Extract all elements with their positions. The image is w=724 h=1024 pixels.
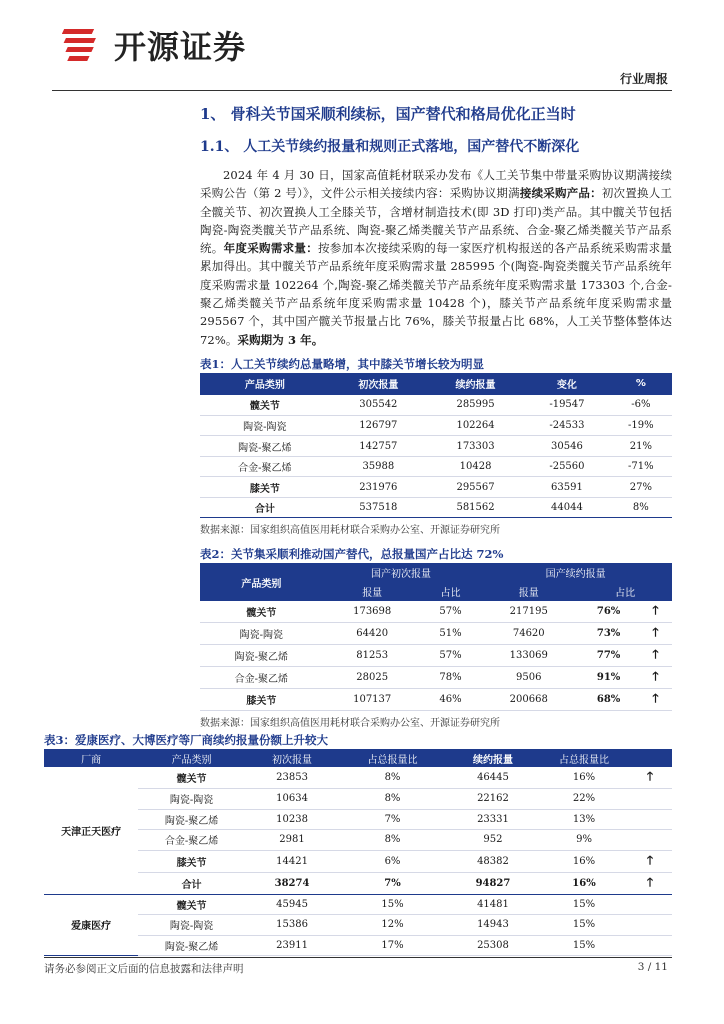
- section-title: 1、 骨科关节国采顺利续标，国产替代和格局优化正当时: [200, 105, 576, 123]
- table2-cell-q2: 133069: [479, 645, 578, 667]
- header-divider: [52, 90, 672, 91]
- table3-cell-p2: 16%: [540, 850, 628, 872]
- table3-cell-q1: 15386: [245, 915, 339, 936]
- table1-title: 表1：人工关节续约总量略增，其中膝关节增长较为明显: [200, 356, 484, 371]
- vendor-name: 爱康医疗: [44, 894, 138, 956]
- table3-cell-p2: 22%: [540, 789, 628, 810]
- company-logo: [62, 22, 246, 68]
- up-arrow-icon: [628, 830, 672, 851]
- table3-header-cell: 厂商: [44, 749, 138, 767]
- up-arrow-icon: [628, 915, 672, 936]
- table2-cell-cat: 膝关节: [200, 689, 323, 711]
- table2-cell-p1: 57%: [422, 645, 480, 667]
- table3-cell-q2: 23331: [446, 809, 540, 830]
- table2-header-first: 国产初次报量: [323, 563, 480, 582]
- table2-cell-q2: 217195: [479, 601, 578, 623]
- table-row: [200, 395, 672, 416]
- table1-cell-change: 63591: [524, 477, 610, 498]
- table3-cell-p1: 17%: [339, 935, 446, 956]
- table3-cell-p2: 9%: [540, 830, 628, 851]
- table2-cell-p2: 77%: [578, 645, 639, 667]
- table1-header-cell: 产品类别: [200, 373, 330, 395]
- table1: [200, 373, 672, 519]
- table2-subheader-cell: 报量: [323, 582, 422, 601]
- up-arrow-icon: 🡑: [639, 601, 672, 623]
- table1-cell-pct: -19%: [610, 415, 672, 436]
- subsection-title: 1.1、 人工关节续约报量和规则正式落地，国产替代不断深化: [200, 139, 580, 155]
- table-row: [44, 830, 672, 851]
- up-arrow-icon: 🡑: [639, 645, 672, 667]
- table1-cell-change: 30546: [524, 436, 610, 457]
- table-row: [44, 850, 672, 872]
- table1-cell-cat: 陶瓷-聚乙烯: [200, 436, 330, 457]
- table1-cell-pct: 8%: [610, 497, 672, 518]
- table1-cell-pct: -71%: [610, 456, 672, 477]
- up-arrow-icon: 🡑: [639, 623, 672, 645]
- table3: [44, 749, 672, 956]
- table-row: [44, 809, 672, 830]
- table3-cell-cat: 陶瓷-陶瓷: [138, 789, 245, 810]
- table3-cell-q1: 14421: [245, 850, 339, 872]
- table3-cell-cat: 陶瓷-聚乙烯: [138, 809, 245, 830]
- up-arrow-icon: 🡑: [628, 850, 672, 872]
- table3-cell-p1: 8%: [339, 789, 446, 810]
- page-header: [0, 0, 724, 86]
- table3-cell-p2: 16%: [540, 767, 628, 789]
- table2-cell-p1: 51%: [422, 623, 480, 645]
- table2-header-renew: 国产续约报量: [479, 563, 672, 582]
- up-arrow-icon: 🡑: [628, 767, 672, 789]
- up-arrow-icon: 🡑: [639, 689, 672, 711]
- table-row: [44, 789, 672, 810]
- table3-section: [44, 731, 672, 956]
- table1-cell-renew: 285995: [427, 395, 524, 416]
- table2: [200, 563, 672, 711]
- table3-cell-q2: 41481: [446, 894, 540, 915]
- table3-cell-cat: 合金-聚乙烯: [138, 830, 245, 851]
- up-arrow-icon: [628, 894, 672, 915]
- table1-cell-first: 305542: [330, 395, 427, 416]
- table1-cell-change: 44044: [524, 497, 610, 518]
- table2-subheader-cell: 报量: [479, 582, 578, 601]
- table2-cell-q1: 64420: [323, 623, 422, 645]
- table3-cell-q1: 45945: [245, 894, 339, 915]
- table3-header-cell: 续约报量: [446, 749, 540, 767]
- table3-cell-p2: 16%: [540, 872, 628, 894]
- table3-title: 表3：爱康医疗、大博医疗等厂商续约报量份额上升较大: [44, 733, 328, 747]
- table2-source: 数据来源：国家组织高值医用耗材联合采购办公室、开源证券研究所: [200, 718, 500, 730]
- body-paragraph: 2024 年 4 月 30 日，国家高值耗材联采办发布《人工关节集中带量采购协议期满接续采购公告（第 2 号）》，文件公示相关接续内容：采购协议期满接续采购产品：初次置换人工全髋关节、初次置换人工全膝关节，含增材制造技术(即 3D 打印)类产品。其中髋关节包括陶瓷-陶瓷类髋关节产品系统、陶瓷-聚乙烯类髋关节产品系统、合金-聚乙烯类髋关节产品系统。年度采购需求量：按参加本次接续采购的每一家医疗机构报送的各产品系统采购需求量累加得出。其中髋关节产品系统年度采购需求量 285995 个(陶瓷-陶瓷类髋关节产品系统年度采购需求量 102264 个,陶瓷-聚乙烯类髋关节产品系统年度采购需求量 173303 个,合金-聚乙烯类髋关节产品系统年度采购需求量 10428 个)，膝关节产品系统年度采购需求量 295567 个，其中国产髋关节报量占比 76%，膝关节报量占比 68%，人工关节整体整体达 72%。采购期为 3 年。: [200, 168, 672, 347]
- table3-cell-cat: 髋关节: [138, 767, 245, 789]
- table3-header-cell: 产品类别: [138, 749, 245, 767]
- up-arrow-icon: [628, 935, 672, 956]
- table3-header-cell: 占总报量比: [540, 749, 628, 767]
- page-number: 3 / 11: [637, 961, 668, 973]
- table2-cell-p1: 57%: [422, 601, 480, 623]
- table1-cell-cat: 合金-聚乙烯: [200, 456, 330, 477]
- table2-subheader-cell: 占比: [578, 582, 672, 601]
- table2-cell-q1: 28025: [323, 667, 422, 689]
- table1-header-cell: 初次报量: [330, 373, 427, 395]
- table3-cell-p1: 8%: [339, 767, 446, 789]
- report-type-label: 行业周报: [619, 72, 668, 86]
- up-arrow-icon: [628, 809, 672, 830]
- table3-cell-q1: 23853: [245, 767, 339, 789]
- table1-cell-cat: 膝关节: [200, 477, 330, 498]
- table-row: [44, 872, 672, 894]
- table2-cell-cat: 陶瓷-陶瓷: [200, 623, 323, 645]
- table-row: [200, 456, 672, 477]
- table3-cell-q2: 46445: [446, 767, 540, 789]
- table2-cell-q1: 107137: [323, 689, 422, 711]
- table3-cell-p2: 13%: [540, 809, 628, 830]
- table-row: [44, 935, 672, 956]
- table3-cell-q2: 48382: [446, 850, 540, 872]
- table-row: [44, 915, 672, 936]
- table2-title: 表2：关节集采顺利推动国产替代，总报量国产占比达 72%: [200, 547, 504, 562]
- table2-cell-p2: 73%: [578, 623, 639, 645]
- table-row: [200, 689, 672, 711]
- table3-cell-p2: 15%: [540, 935, 628, 956]
- table3-cell-q2: 952: [446, 830, 540, 851]
- table1-cell-first: 142757: [330, 436, 427, 457]
- table1-cell-cat: 合计: [200, 497, 330, 518]
- table-row: [44, 894, 672, 915]
- table-row: [200, 436, 672, 457]
- table2-cell-p1: 46%: [422, 689, 480, 711]
- table3-cell-q2: 22162: [446, 789, 540, 810]
- table3-cell-p1: 7%: [339, 872, 446, 894]
- table2-cell-p1: 78%: [422, 667, 480, 689]
- table2-subheader-cell: 占比: [422, 582, 480, 601]
- table1-header-cell: 变化: [524, 373, 610, 395]
- table1-cell-renew: 10428: [427, 456, 524, 477]
- table2-cell-p2: 91%: [578, 667, 639, 689]
- table3-cell-q2: 94827: [446, 872, 540, 894]
- table2-cell-p2: 68%: [578, 689, 639, 711]
- table-row: [200, 623, 672, 645]
- main-content: [200, 92, 672, 732]
- table3-cell-q1: 10238: [245, 809, 339, 830]
- table3-cell-p1: 7%: [339, 809, 446, 830]
- table1-cell-pct: -6%: [610, 395, 672, 416]
- logo-text: 开源证券: [114, 28, 247, 66]
- table2-cell-p2: 76%: [578, 601, 639, 623]
- table1-cell-pct: 21%: [610, 436, 672, 457]
- table1-cell-first: 35988: [330, 456, 427, 477]
- table-row: [44, 767, 672, 789]
- table1-source: 数据来源：国家组织高值医用耗材联合采购办公室、开源证券研究所: [200, 525, 500, 537]
- table3-cell-q1: 2981: [245, 830, 339, 851]
- table1-cell-renew: 173303: [427, 436, 524, 457]
- up-arrow-icon: [628, 789, 672, 810]
- table1-cell-first: 126797: [330, 415, 427, 436]
- vendor-name: 天津正天医疗: [44, 767, 138, 894]
- table3-cell-q1: 38274: [245, 872, 339, 894]
- up-arrow-icon: 🡑: [628, 872, 672, 894]
- table1-cell-renew: 295567: [427, 477, 524, 498]
- table1-cell-renew: 102264: [427, 415, 524, 436]
- table3-header-cell: [628, 749, 672, 767]
- table1-cell-first: 537518: [330, 497, 427, 518]
- table3-cell-q2: 14943: [446, 915, 540, 936]
- up-arrow-icon: 🡑: [639, 667, 672, 689]
- table2-cell-q1: 173698: [323, 601, 422, 623]
- table3-cell-q1: 10634: [245, 789, 339, 810]
- table3-cell-q2: 25308: [446, 935, 540, 956]
- table1-cell-change: -19547: [524, 395, 610, 416]
- table2-cell-q2: 74620: [479, 623, 578, 645]
- table1-cell-pct: 27%: [610, 477, 672, 498]
- table3-cell-p1: 12%: [339, 915, 446, 936]
- logo-mark-icon: [62, 25, 106, 65]
- table-row: [200, 601, 672, 623]
- table2-cell-q2: 9506: [479, 667, 578, 689]
- table3-cell-cat: 陶瓷-聚乙烯: [138, 935, 245, 956]
- table3-cell-q1: 23911: [245, 935, 339, 956]
- table-row: [200, 645, 672, 667]
- table1-header-cell: %: [610, 373, 672, 395]
- footer-divider: [44, 957, 672, 958]
- table-row: [200, 497, 672, 518]
- table3-cell-cat: 陶瓷-陶瓷: [138, 915, 245, 936]
- footer-disclaimer: 请务必参阅正文后面的信息披露和法律声明: [44, 963, 244, 975]
- table3-cell-p1: 6%: [339, 850, 446, 872]
- table3-header-cell: 占总报量比: [339, 749, 446, 767]
- table3-cell-cat: 合计: [138, 872, 245, 894]
- table-row: [200, 477, 672, 498]
- table3-cell-p2: 15%: [540, 915, 628, 936]
- table1-cell-renew: 581562: [427, 497, 524, 518]
- table1-cell-change: -24533: [524, 415, 610, 436]
- table2-cell-q2: 200668: [479, 689, 578, 711]
- table1-cell-cat: 髋关节: [200, 395, 330, 416]
- table3-header-cell: 初次报量: [245, 749, 339, 767]
- table3-cell-p2: 15%: [540, 894, 628, 915]
- table1-cell-first: 231976: [330, 477, 427, 498]
- table3-cell-p1: 15%: [339, 894, 446, 915]
- table2-cell-q1: 81253: [323, 645, 422, 667]
- table2-cell-cat: 陶瓷-聚乙烯: [200, 645, 323, 667]
- table-row: [200, 415, 672, 436]
- table2-cell-cat: 合金-聚乙烯: [200, 667, 323, 689]
- table3-cell-p1: 8%: [339, 830, 446, 851]
- table1-cell-cat: 陶瓷-陶瓷: [200, 415, 330, 436]
- table1-header-cell: 续约报量: [427, 373, 524, 395]
- table2-header-category: 产品类别: [200, 563, 323, 601]
- table2-cell-cat: 髋关节: [200, 601, 323, 623]
- table3-cell-cat: 髋关节: [138, 894, 245, 915]
- table3-cell-cat: 膝关节: [138, 850, 245, 872]
- table-row: [200, 667, 672, 689]
- table1-cell-change: -25560: [524, 456, 610, 477]
